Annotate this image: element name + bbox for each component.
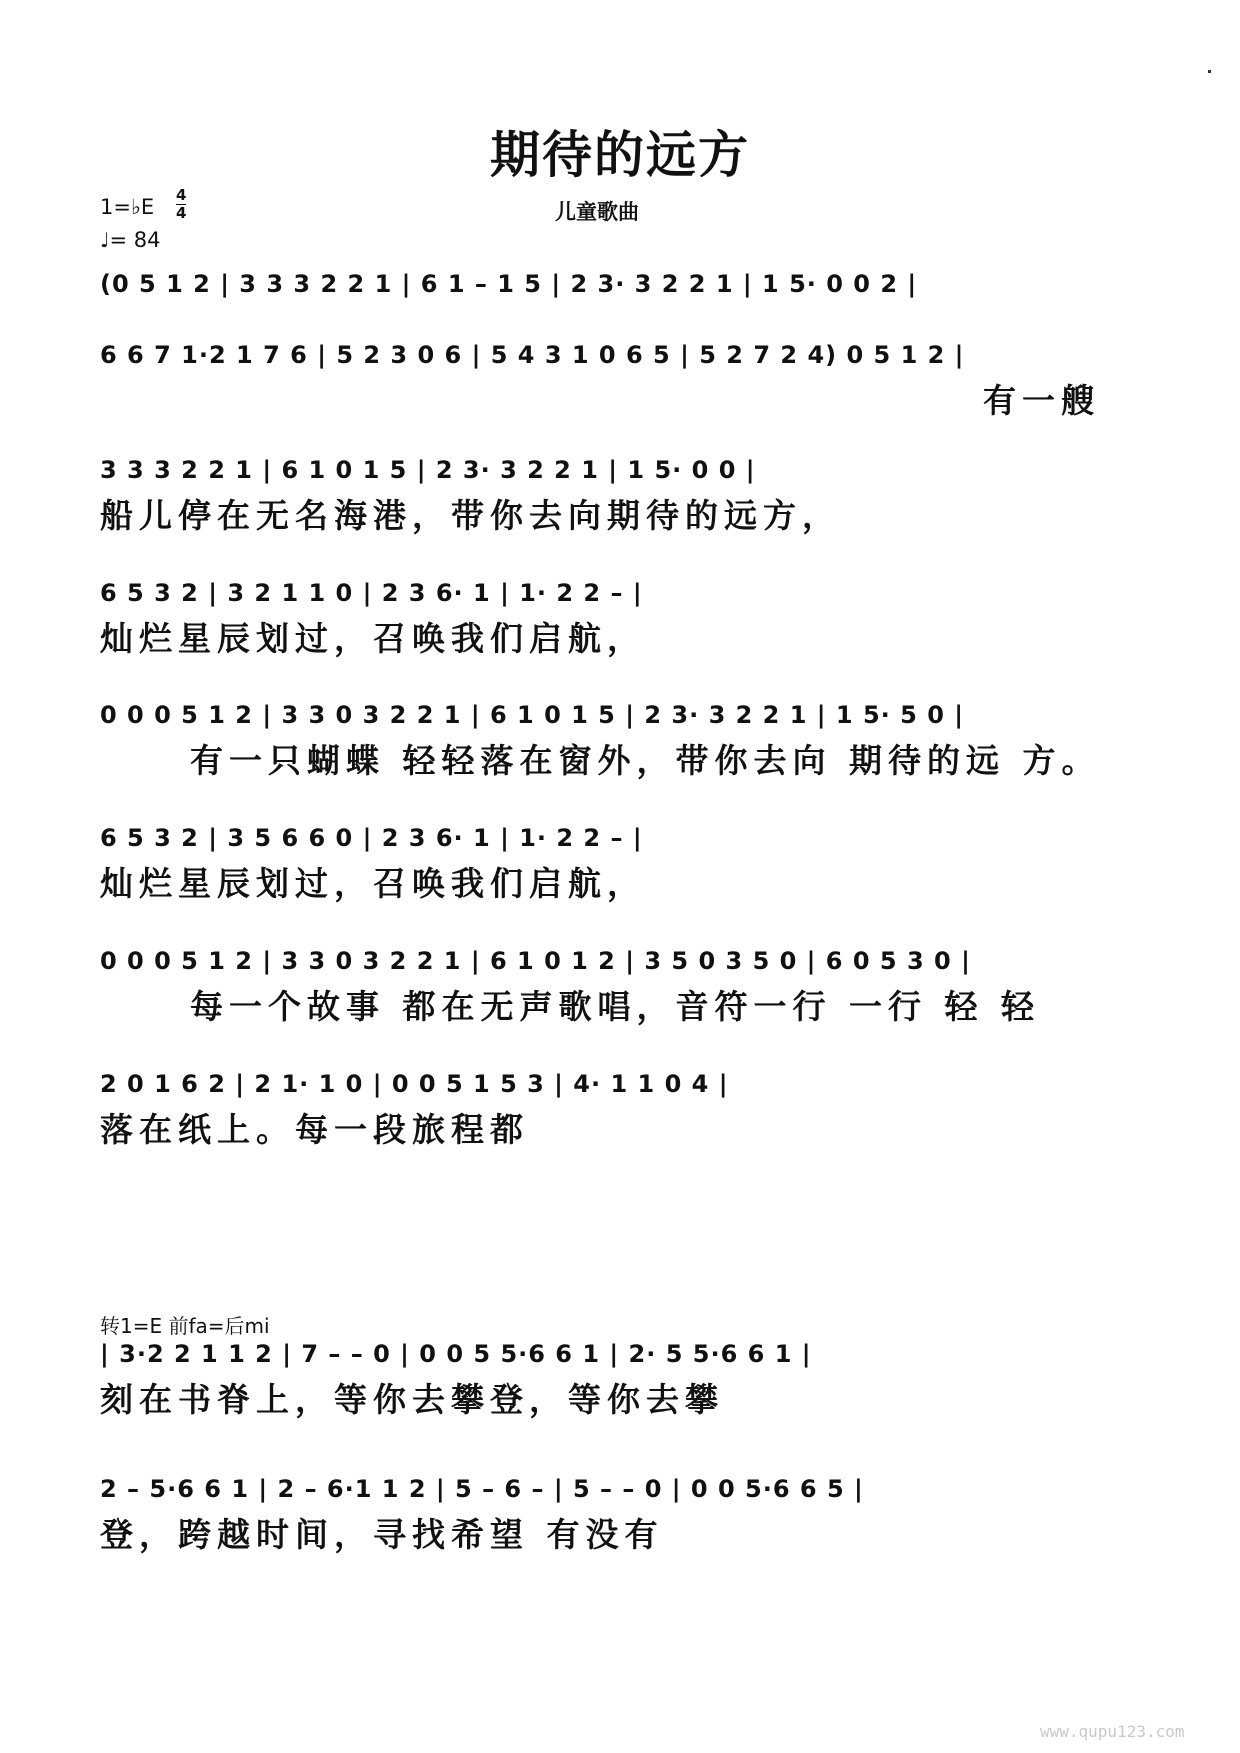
notation-line: 2 0 1 6 2 | 2 1· 1 0 | 0 0 5 1 5 3 | 4· 1 1 0 4 | bbox=[100, 1070, 729, 1098]
notation-line: 6 5 3 2 | 3 2 1 1 0 | 2 3 6· 1 | 1· 2 2 – | bbox=[100, 579, 643, 607]
tempo-value: = 84 bbox=[109, 228, 161, 252]
tempo-marking bbox=[100, 228, 160, 252]
key-change-label: 转1=E 前fa=后mi bbox=[100, 1314, 270, 1338]
lyrics-line: 落在纸上。每一段旅程都 bbox=[100, 1110, 529, 1149]
quarter-note-icon: ♩ bbox=[100, 228, 110, 252]
notation-line: 2 – 5·6 6 1 | 2 – 6·1 1 2 | 5 – 6 – | 5 – – 0 | 0 0 5·6 6 5 | bbox=[100, 1475, 864, 1503]
key-signature: 1=♭E bbox=[100, 195, 155, 219]
lyrics-line: 有一艘 bbox=[983, 381, 1100, 420]
site-watermark: www.qupu123.com bbox=[1040, 1722, 1185, 1741]
lyrics-line: 登，跨越时间，寻找希望 有没有 bbox=[100, 1515, 664, 1554]
notation-line: (0 5 1 2 | 3 3 3 2 2 1 | 6 1 – 1 5 | 2 3· 3 2 2 1 | 1 5· 0 0 2 | bbox=[100, 270, 918, 298]
lyrics-line: 船儿停在无名海港，带你去向期待的远方， bbox=[100, 496, 841, 535]
notation-line: 0 0 0 5 1 2 | 3 3 0 3 2 2 1 | 6 1 0 1 5 | 2 3· 3 2 2 1 | 1 5· 5 0 | bbox=[100, 701, 965, 729]
lyrics-line: 灿烂星辰划过，召唤我们启航， bbox=[100, 619, 646, 658]
notation-line: 6 5 3 2 | 3 5 6 6 0 | 2 3 6· 1 | 1· 2 2 – | bbox=[100, 824, 643, 852]
notation-line: 6 6 7 1·2 1 7 6 | 5 2 3 0 6 | 5 4 3 1 0 6 5 | 5 2 7 2 4) 0 5 1 2 | bbox=[100, 341, 965, 369]
notation-line: 0 0 0 5 1 2 | 3 3 0 3 2 2 1 | 6 1 0 1 2 | 3 5 0 3 5 0 | 6 0 5 3 0 | bbox=[100, 947, 971, 975]
scan-mark bbox=[1208, 70, 1211, 73]
notation-line: | 3·2 2 1 1 2 | 7 – – 0 | 0 0 5 5·6 6 1 | 2· 5 5·6 6 1 | bbox=[100, 1340, 812, 1368]
time-numerator: 4 bbox=[176, 186, 187, 204]
song-genre: 儿童歌曲 bbox=[555, 200, 639, 224]
time-denominator: 4 bbox=[176, 204, 187, 222]
lyrics-line: 刻在书脊上，等你去攀登，等你去攀 bbox=[100, 1380, 724, 1419]
time-signature bbox=[176, 188, 186, 221]
lyrics-line: 每一个故事 都在无声歌唱，音符一行 一行 轻 轻 bbox=[190, 987, 1040, 1026]
notation-line: 3 3 3 2 2 1 | 6 1 0 1 5 | 2 3· 3 2 2 1 | 1 5· 0 0 | bbox=[100, 456, 756, 484]
song-title: 期待的远方 bbox=[490, 126, 750, 184]
lyrics-line: 灿烂星辰划过，召唤我们启航， bbox=[100, 864, 646, 903]
lyrics-line: 有一只蝴蝶 轻轻落在窗外，带你去向 期待的远 方。 bbox=[190, 741, 1100, 780]
